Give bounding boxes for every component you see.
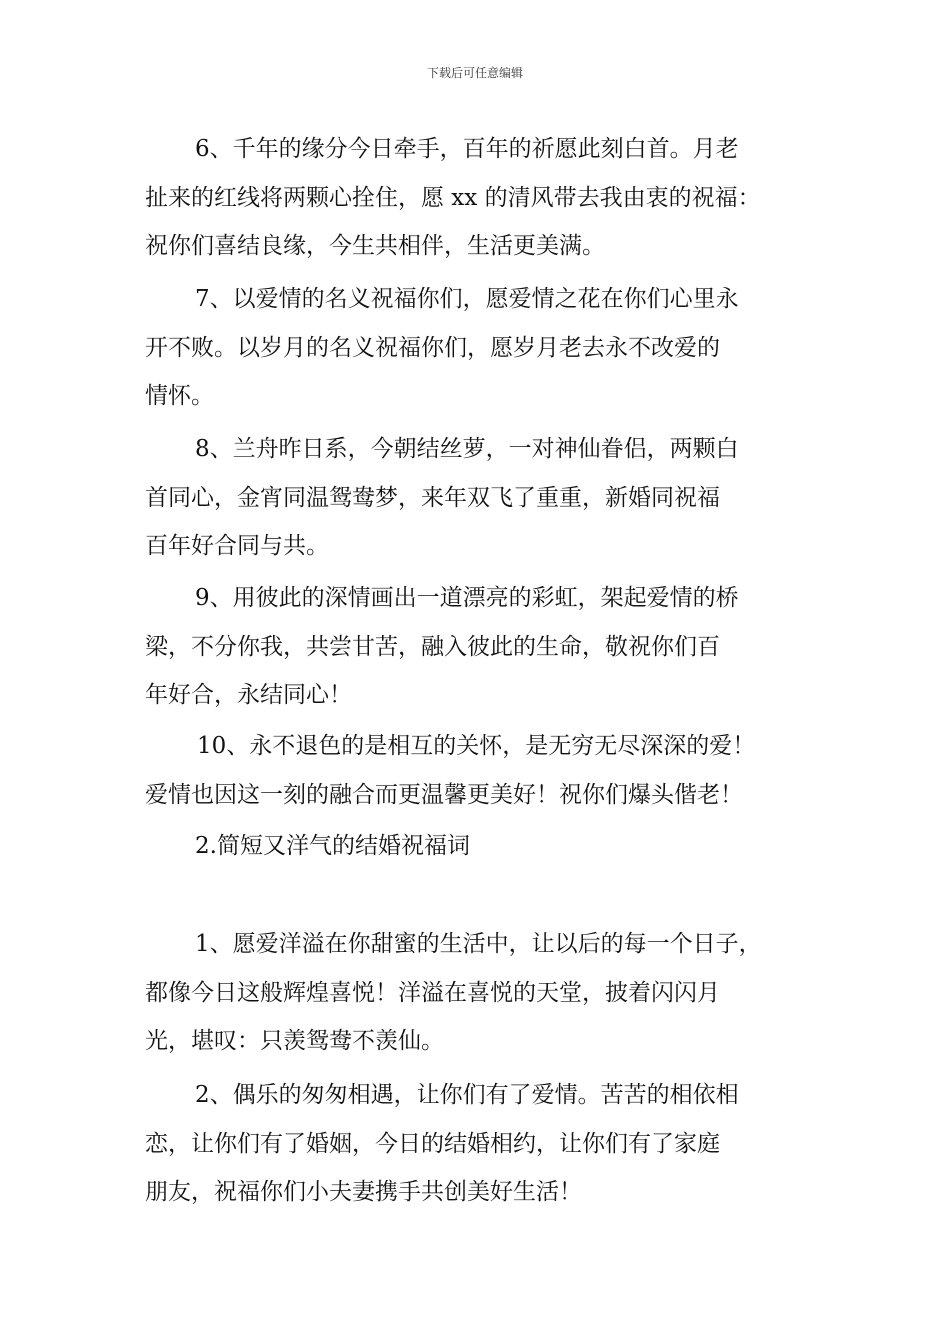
paragraph-8 [145, 425, 825, 571]
paragraph-10 [145, 722, 825, 819]
paragraph-line: 年好合，永结同心！ [145, 682, 352, 708]
paragraph-9 [145, 574, 825, 720]
paragraph-line: 7、以爱情的名义祝福你们，愿爱情之花在你们心里永 [195, 286, 739, 312]
paragraph-line: 6、千年的缘分今日牵手，百年的祈愿此刻白首。月老 [195, 136, 739, 162]
paragraph-line: 祝你们喜结良缘，今生共相伴，生活更美满。 [145, 233, 605, 259]
paragraph-7 [145, 275, 825, 421]
page-header: 下载后可任意编辑 [426, 66, 523, 80]
paragraph-line: 光，堪叹：只羡鸳鸯不羡仙。 [145, 1028, 444, 1054]
paragraph-6 [145, 125, 825, 271]
paragraph-line: 都像今日这般辉煌喜悦！洋溢在喜悦的天堂，披着闪闪月 [145, 979, 720, 1006]
section-heading-text: 2.简短又洋气的结婚祝福词 [195, 833, 470, 859]
paragraph-line: 情怀。 [145, 383, 214, 409]
paragraph-line: 1、愿爱洋溢在你甜蜜的生活中，让以后的每一个日子， [195, 931, 762, 957]
paragraph-line: 2、偶乐的匆匆相遇，让你们有了爱情。苦苦的相依相 [195, 1082, 739, 1108]
paragraph-line: 梁，不分你我，共尝甘苦，融入彼此的生命，敬祝你们百 [145, 633, 720, 660]
paragraph-line: 开不败。以岁月的名义祝福你们，愿岁月老去永不改爱的 [145, 334, 720, 361]
paragraph-line: 9、用彼此的深情画出一道漂亮的彩虹，架起爱情的桥 [195, 585, 739, 611]
paragraph-line: 百年好合同与共。 [145, 533, 329, 559]
paragraph-line: 扯来的红线将两颗心拴住，愿 xx 的清风带去我由衷的祝福： [145, 184, 761, 211]
paragraph-line: 首同心，金宵同温鸳鸯梦，来年双飞了重重，新婚同祝福 [145, 484, 720, 511]
paragraph-1 [145, 920, 825, 1066]
paragraph-line: 10、永不退色的是相互的关怀，是无穷无尽深深的爱！ [197, 733, 756, 759]
paragraph-line: 恋，让你们有了婚姻，今日的结婚相约，让你们有了家庭 [145, 1130, 720, 1157]
section-heading [145, 822, 825, 871]
paragraph-2 [145, 1071, 825, 1217]
paragraph-line: 爱情也因这一刻的融合而更温馨更美好！祝你们爆头偕老！ [145, 781, 743, 808]
paragraph-line: 朋友，祝福你们小夫妻携手共创美好生活！ [145, 1179, 582, 1205]
paragraph-line: 8、兰舟昨日系，今朝结丝萝，一对神仙眷侣，两颗白 [195, 436, 739, 462]
